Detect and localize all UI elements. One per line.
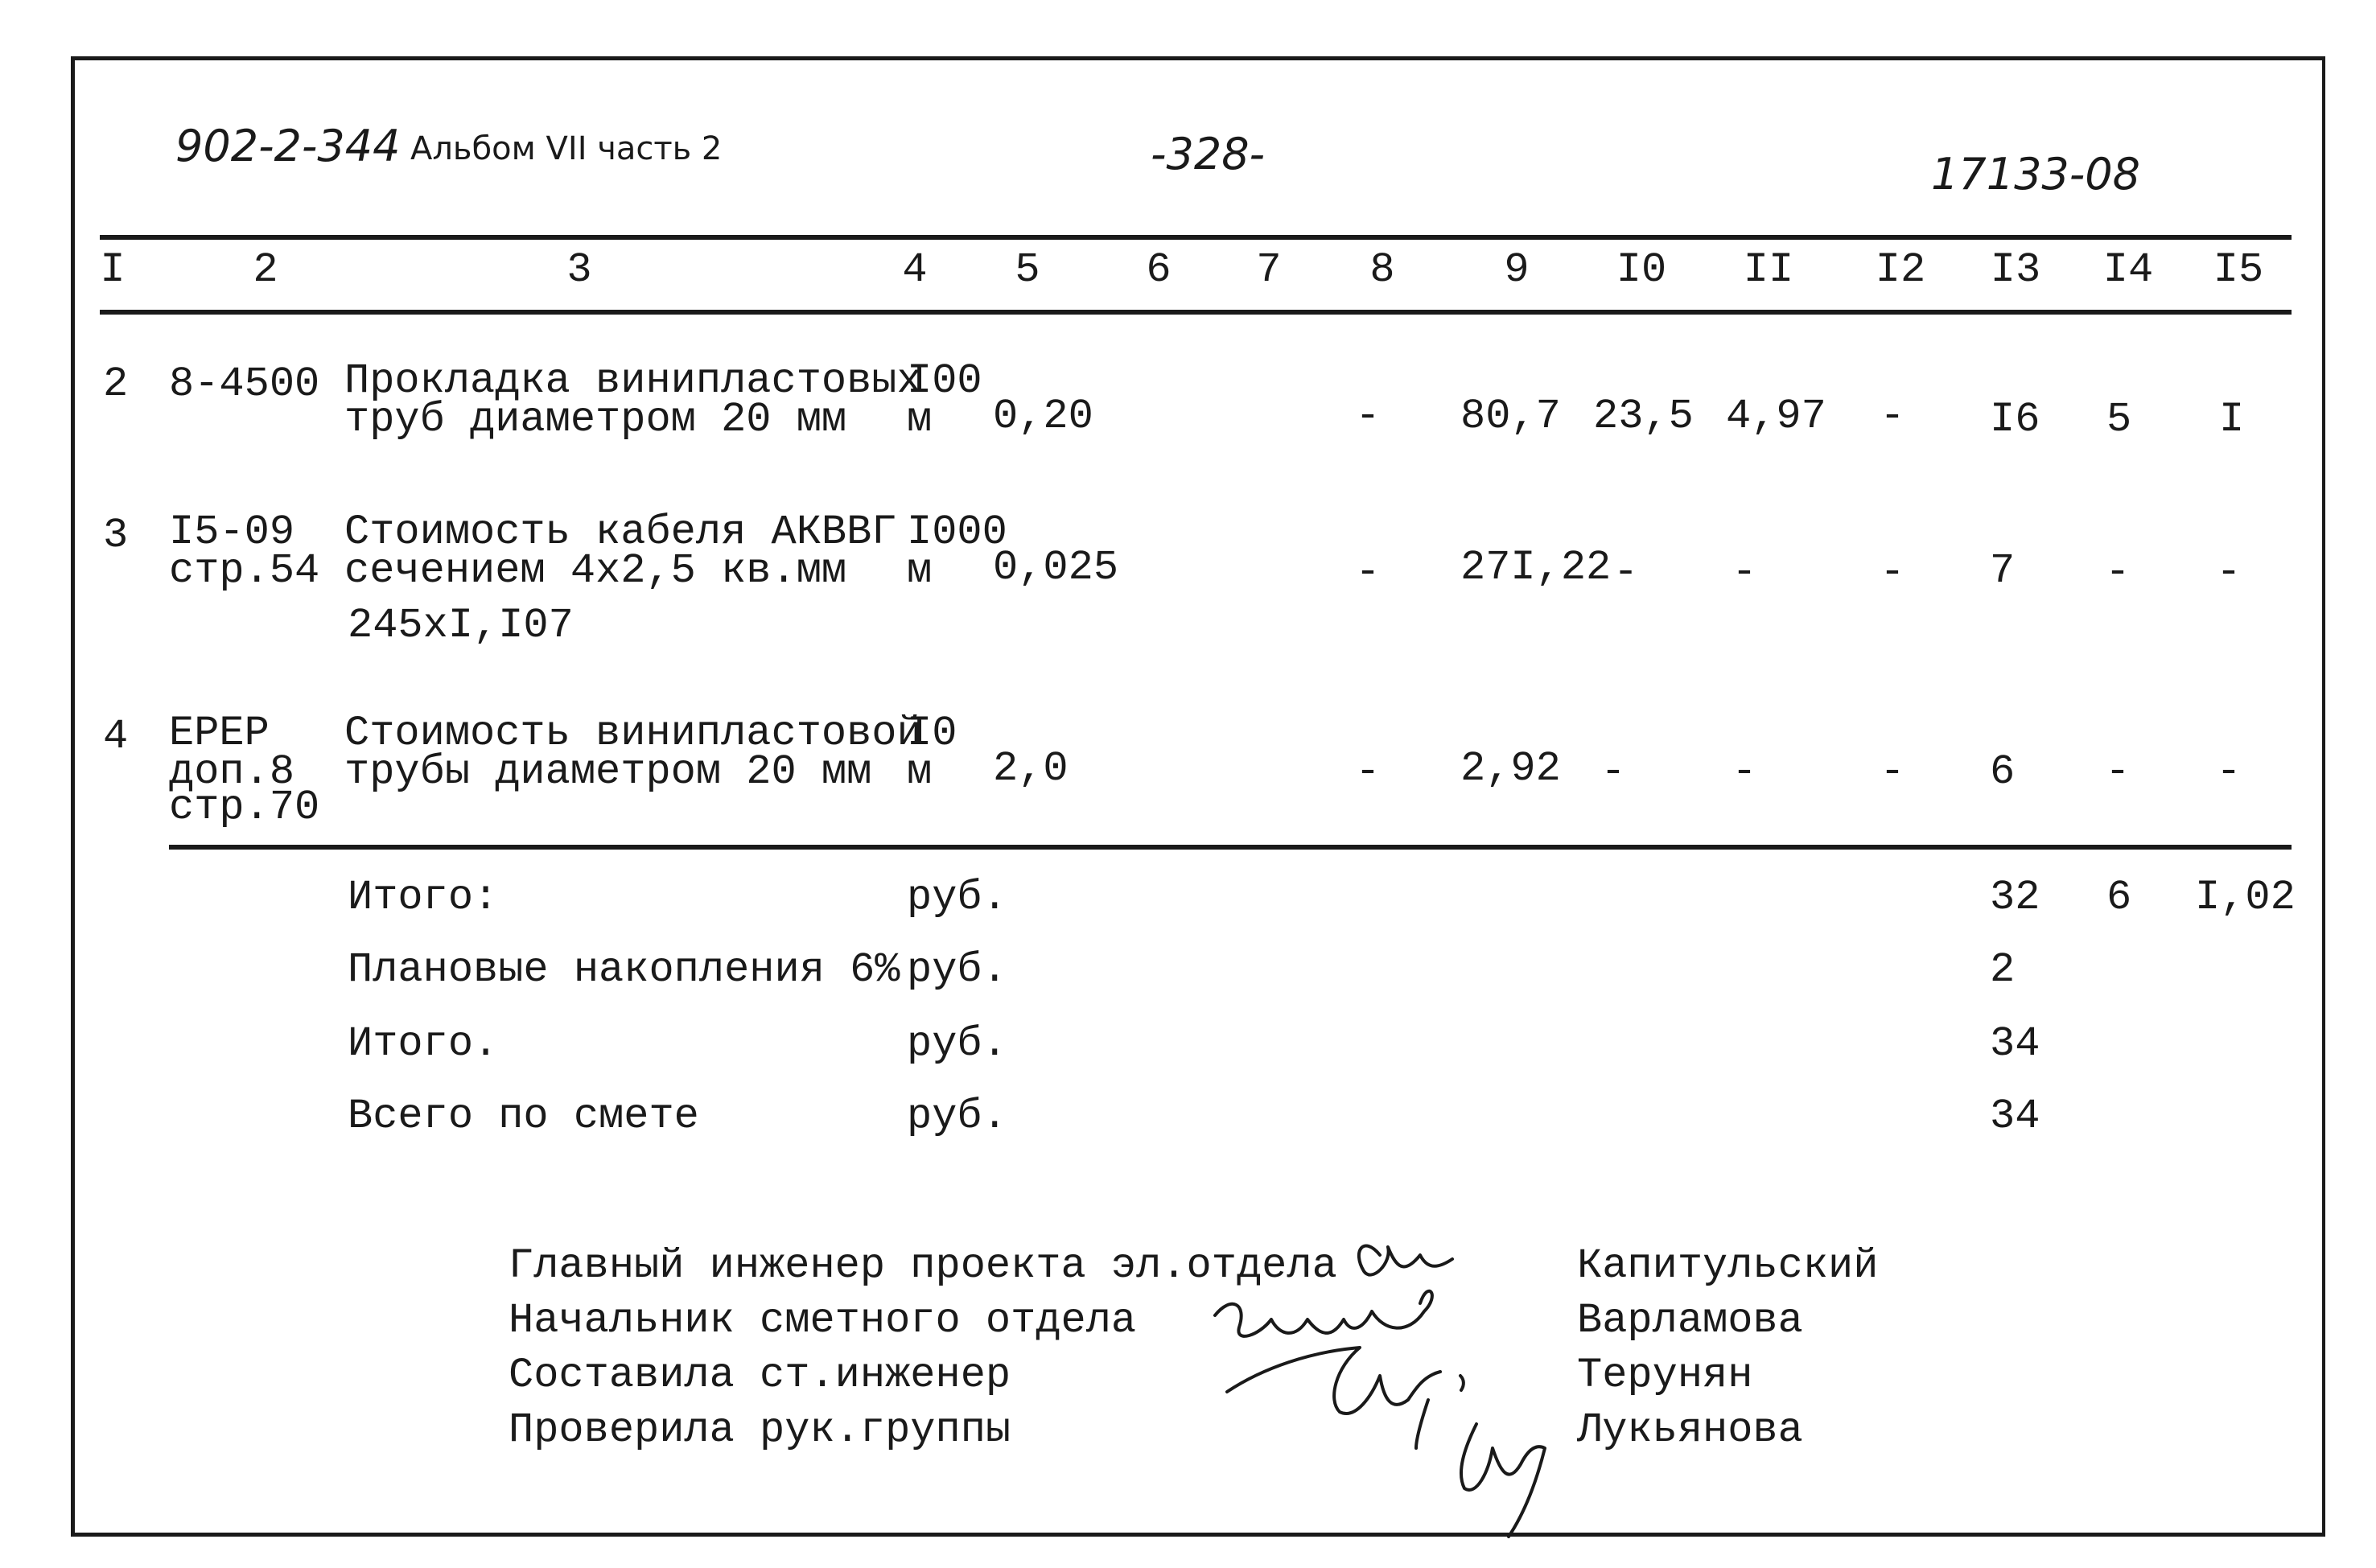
signature-stroke — [1416, 1400, 1428, 1448]
row-desc: Прокладка винипластовых — [344, 357, 922, 405]
row-c10: 23,5 — [1593, 393, 1694, 440]
signature-name: Варламова — [1577, 1297, 1803, 1344]
col-header: 2 — [253, 246, 278, 294]
row-code: стр.54 — [169, 547, 320, 595]
row-desc: сечением 4х2,5 кв.мм — [344, 547, 847, 595]
row-c12: - — [1880, 549, 1905, 596]
row-unit: I0 — [907, 710, 957, 757]
total-c13: 34 — [1990, 1093, 2040, 1140]
total-c14: 6 — [2106, 874, 2132, 921]
row-number: 3 — [103, 512, 129, 559]
row-desc: Стоимость кабеля АКВВГ — [344, 508, 897, 556]
row-desc: Стоимость винипластовой — [344, 710, 922, 757]
signature-stroke — [1461, 1424, 1545, 1537]
total-unit: руб. — [907, 1020, 1007, 1068]
row-qty: 0,20 — [993, 393, 1093, 440]
row-c10: - — [1600, 748, 1626, 796]
sheet-code: 17133-08 — [1931, 149, 2140, 200]
row-unit: м — [907, 547, 933, 595]
row-c14: - — [2105, 549, 2131, 596]
col-header: I — [100, 246, 126, 294]
row-c13: 6 — [1990, 748, 2016, 796]
row-desc: 245хI,I07 — [348, 602, 574, 649]
row-c11: 4,97 — [1726, 393, 1826, 440]
row-c9: 2,92 — [1460, 745, 1561, 792]
row-unit: м — [907, 748, 933, 796]
total-c13: 32 — [1990, 874, 2040, 921]
total-c13: 2 — [1990, 946, 2016, 994]
row-c11: - — [1732, 748, 1757, 796]
signature-stroke — [1359, 1246, 1452, 1275]
signature-stroke — [1227, 1348, 1440, 1414]
row-c10: - — [1613, 549, 1639, 596]
col-header: I2 — [1875, 246, 1926, 294]
row-code: 8-4500 — [169, 360, 320, 408]
col-header: 5 — [1015, 246, 1040, 294]
col-header: 8 — [1369, 246, 1395, 294]
signature-role: Главный инженер проекта эл.отдела — [509, 1242, 1337, 1290]
col-header: 6 — [1146, 246, 1172, 294]
row-c12: - — [1880, 748, 1905, 796]
total-label: Плановые накопления 6% — [348, 946, 900, 994]
total-label: Итого: — [348, 874, 499, 921]
row-code: стр.70 — [169, 784, 320, 831]
row-unit: м — [907, 396, 933, 443]
row-c8: - — [1355, 393, 1381, 440]
col-header: II — [1743, 246, 1794, 294]
signature-role: Составила ст.инженер — [509, 1352, 1011, 1399]
col-header: 4 — [902, 246, 928, 294]
total-unit: руб. — [907, 1093, 1007, 1140]
row-desc: трубы диаметром 20 мм — [344, 748, 872, 796]
row-c15: I — [2219, 396, 2245, 443]
row-c13: 7 — [1990, 547, 2016, 595]
col-header: I5 — [2213, 246, 2264, 294]
header-bottom-rule — [100, 310, 2292, 315]
doc-code: 902-2-344 — [175, 121, 401, 171]
col-header: I4 — [2102, 246, 2154, 294]
total-c13: 34 — [1990, 1020, 2040, 1068]
row-number: 4 — [103, 713, 129, 760]
page-number: -328- — [1151, 129, 1266, 179]
row-c15: - — [2216, 549, 2242, 596]
row-c8: - — [1355, 549, 1381, 596]
row-code: ЕРЕР — [169, 710, 270, 757]
signature-stroke — [1215, 1291, 1432, 1336]
signature-stroke — [1460, 1376, 1464, 1390]
row-c14: - — [2105, 748, 2131, 796]
col-header: I0 — [1616, 246, 1667, 294]
total-label: Всего по смете — [348, 1093, 699, 1140]
total-unit: руб. — [907, 874, 1007, 921]
row-c14: 5 — [2106, 396, 2132, 443]
row-qty: 2,0 — [993, 745, 1069, 792]
totals-rule — [169, 845, 2292, 850]
row-c11: - — [1732, 549, 1757, 596]
row-c9: 80,7 — [1460, 393, 1561, 440]
row-qty: 0,025 — [993, 544, 1119, 591]
col-header: 7 — [1256, 246, 1282, 294]
row-unit: I000 — [907, 508, 1007, 556]
page-frame — [71, 56, 2325, 1537]
col-header: 9 — [1504, 246, 1530, 294]
total-c15: I,02 — [2195, 874, 2296, 921]
handwritten-signatures — [1199, 1207, 1561, 1545]
album-label: Альбом VII часть 2 — [410, 130, 723, 167]
row-c8: - — [1355, 748, 1381, 796]
row-code: I5-09 — [169, 508, 295, 556]
signature-role: Проверила рук.группы — [509, 1406, 1011, 1454]
signature-role: Начальник сметного отдела — [509, 1297, 1137, 1344]
row-desc: труб диаметром 20 мм — [344, 396, 847, 443]
row-unit: I00 — [907, 357, 982, 405]
row-number: 2 — [103, 360, 129, 408]
signature-name: Капитульский — [1577, 1242, 1879, 1290]
row-c15: - — [2216, 748, 2242, 796]
row-c13: I6 — [1990, 396, 2040, 443]
total-label: Итого. — [348, 1020, 499, 1068]
signature-name: Лукьянова — [1577, 1406, 1803, 1454]
header-top-rule — [100, 235, 2292, 240]
signature-name: Терунян — [1577, 1352, 1753, 1399]
col-header: 3 — [566, 246, 592, 294]
total-unit: руб. — [907, 946, 1007, 994]
row-c9: 27I,22 — [1460, 544, 1612, 591]
row-code: доп.8 — [169, 748, 295, 796]
row-c12: - — [1880, 393, 1905, 440]
col-header: I3 — [1990, 246, 2041, 294]
